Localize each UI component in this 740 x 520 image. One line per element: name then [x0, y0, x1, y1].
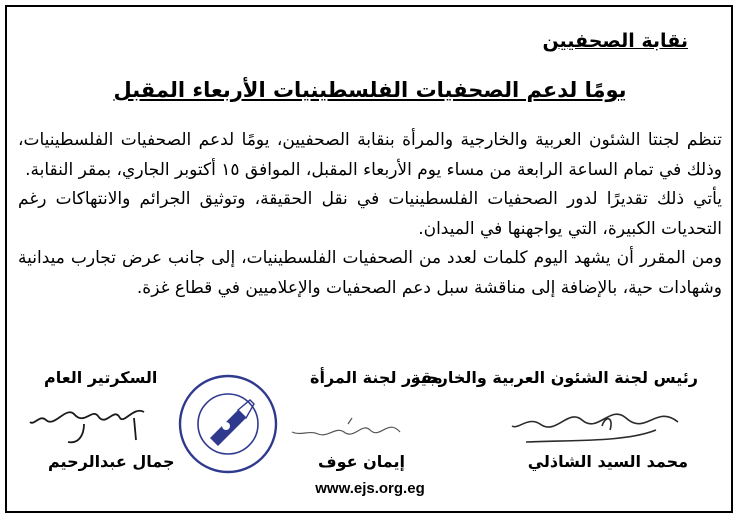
headline: يومًا لدعم الصحفيات الفلسطينيات الأربعاء المقبل [113, 78, 627, 102]
secretary-signature [24, 398, 152, 450]
paragraph-2: يأتي ذلك تقديرًا لدور الصحفيات الفلسطينيات في نقل الحقيقة، وتوثيق الجرائم والانتهاكات رغم التحديات الكبيرة، التي يواجهنها في الميدان. [18, 189, 722, 239]
body-text [18, 126, 722, 303]
org-name: نقابة الصحفيين [542, 30, 688, 52]
arab-affairs-title: رئيس لجنة الشئون العربية والخارجية [410, 368, 698, 387]
secretary-title: السكرتير العام [44, 368, 158, 387]
paragraph-1: تنظم لجنتا الشئون العربية والخارجية والمرأة بنقابة الصحفيين، يومًا لدعم الصحفيات الفلسطينيات، وذلك في تمام الساعة الرابعة من مساء يوم الأربعاء المقبل، الموافق ١٥ أكتوبر الجاري، بمقر النقابة. [18, 130, 722, 180]
women-committee-title: مقرر لجنة المرأة [310, 368, 443, 387]
women-committee-signature [288, 412, 408, 450]
arab-affairs-name: محمد السيد الشاذلي [527, 452, 688, 471]
women-committee-name: إيمان عوف [318, 452, 405, 471]
secretary-name: جمال عبدالرحيم [48, 452, 175, 471]
paragraph-3: ومن المقرر أن يشهد اليوم كلمات لعدد من الصحفيات الفلسطينيات، إلى جانب عرض تجارب ميدانية وشهادات حية، بالإضافة إلى مناقشة سبل دعم الصحفيات والإعلاميين في قطاع غزة. [18, 248, 722, 298]
arab-affairs-signature [506, 396, 686, 452]
syndicate-seal [176, 372, 280, 476]
website-link[interactable]: www.ejs.org.eg [315, 480, 425, 497]
